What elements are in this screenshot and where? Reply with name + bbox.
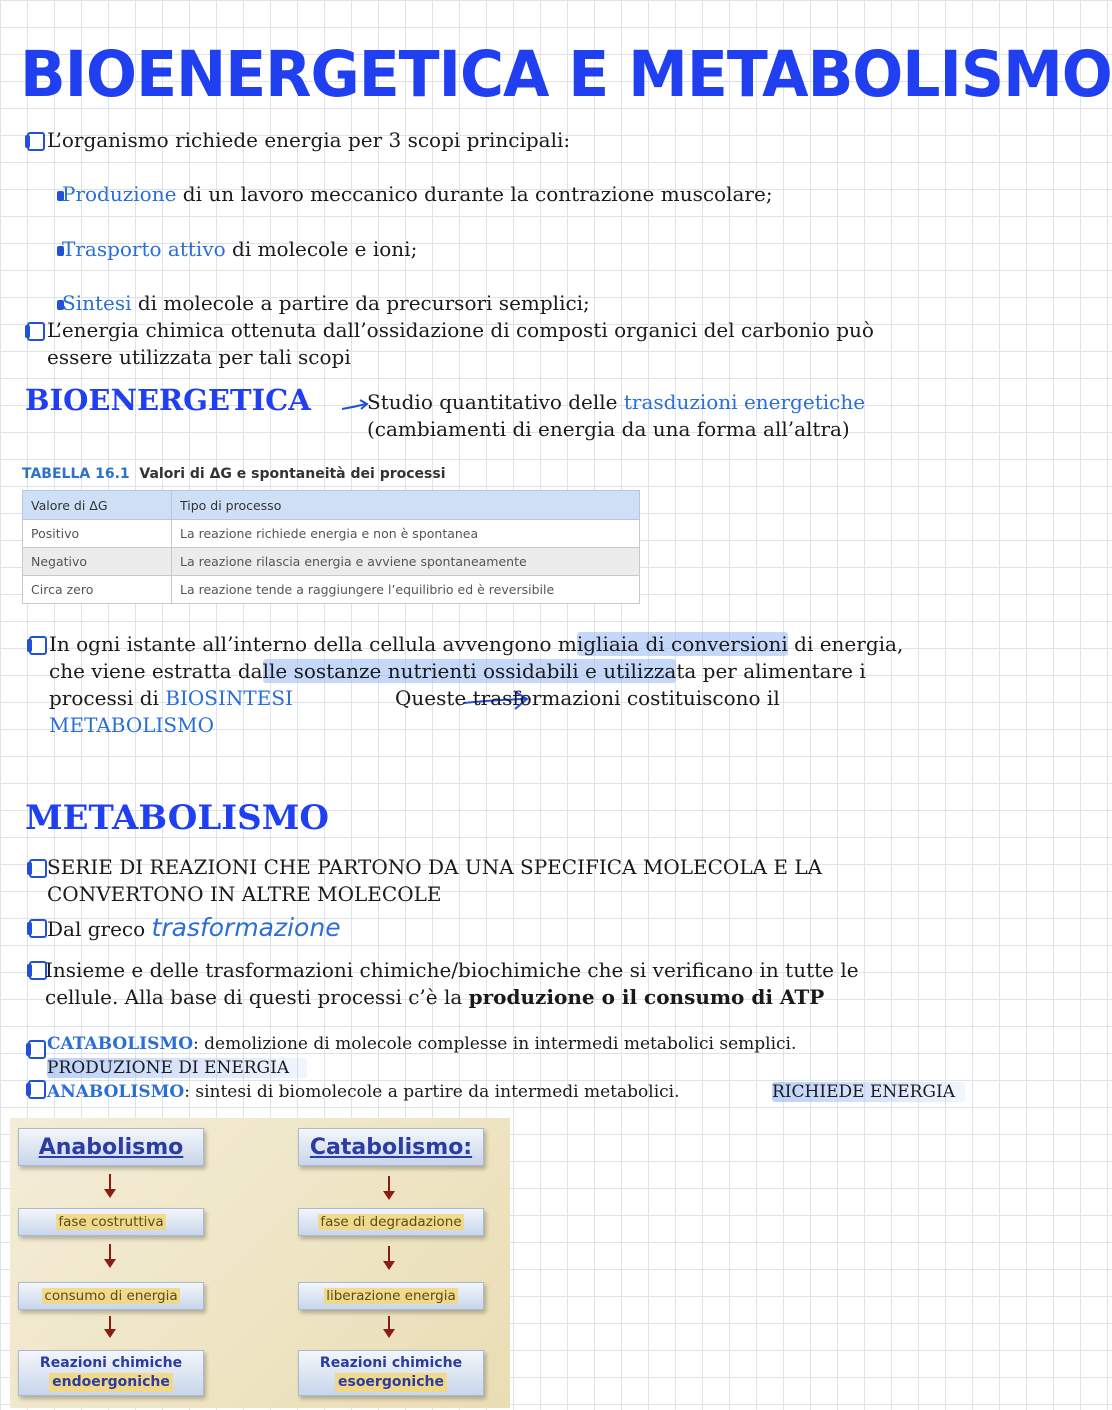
table-row [23, 520, 640, 548]
table-caption [22, 466, 640, 482]
text-span: processi di [49, 686, 166, 710]
table-header-row [23, 491, 640, 520]
table-header-cell: Tipo di processo [172, 491, 640, 520]
purpose-item-synthesis [62, 290, 590, 317]
text-span: che viene estratta da [49, 659, 263, 683]
diagram-box [298, 1208, 484, 1236]
table-cell: La reazione tende a raggiungere l’equilibrio ed è reversibile [172, 576, 640, 604]
diagram-box-anabolismo: Anabolismo [18, 1128, 204, 1166]
text-span: : demolizione di molecole complesse in intermedi metabolici semplici. [193, 1034, 797, 1054]
definition-text: Studio quantitativo delle [367, 390, 624, 414]
cell-line-1 [49, 631, 903, 658]
bioenergetica-heading: BIOENERGETICA [25, 383, 311, 417]
diagram-box [298, 1282, 484, 1310]
metabolismo-term: METABOLISMO [49, 713, 214, 737]
down-arrow-icon [109, 1174, 111, 1196]
cell-line-3 [49, 685, 293, 712]
catabolismo-term: CATABOLISMO [47, 1034, 194, 1054]
energy-line: L’energia chimica ottenuta dall’ossidazione di composti organici del carbonio può [47, 318, 874, 342]
insieme-line-1: Insieme e delle trasformazioni chimiche/biochimiche che si verificano in tutte le [45, 958, 859, 982]
highlight-span: PRODUZIONE DI ENERGIA [47, 1058, 307, 1078]
purpose-item-production [62, 181, 773, 208]
diagram-label: Reazioni chimiche [39, 1355, 183, 1371]
text-span: cellule. Alla base di questi processi c’è la [45, 985, 469, 1009]
biosintesi-term: BIOSINTESI [165, 686, 293, 710]
diagram-box-catabolismo: Catabolismo: [298, 1128, 484, 1166]
diagram-box [18, 1350, 204, 1396]
catabolismo-note [47, 1057, 307, 1079]
anabolismo-note [772, 1081, 965, 1103]
bioenergetica-definition-note: (cambiamenti di energia da una forma all’altra) [367, 417, 850, 441]
diagram-label: endoergoniche [49, 1373, 173, 1392]
table-cell: La reazione richiede energia e non è spontanea [172, 520, 640, 548]
checkbox-bullet-icon [28, 1080, 46, 1099]
table-header-cell: Valore di ΔG [23, 491, 172, 520]
cell-line-3-right: Queste trasformazioni costituiscono il [395, 686, 780, 710]
highlight-span: igliaia di conversioni [576, 632, 788, 656]
anabolismo-line [47, 1081, 680, 1103]
diagram-box [18, 1208, 204, 1236]
purpose-item-transport [62, 236, 417, 263]
definition-term: trasduzioni energetiche [623, 390, 866, 414]
text-span: : sintesi di biomolecole a partire da intermedi metabolici. [184, 1082, 680, 1102]
diagram-label: Reazioni chimiche [319, 1355, 463, 1371]
bold-span: produzione o il consumo di ATP [468, 985, 825, 1009]
table-cell: Positivo [23, 520, 172, 548]
highlight-span: RICHIEDE ENERGIA [772, 1082, 965, 1102]
energy-line-cont: essere utilizzata per tali scopi [47, 345, 351, 369]
highlight-span: lle sostanze nutrienti ossidabili e utilizza [262, 659, 677, 683]
purpose-term: Produzione [62, 182, 177, 206]
text-span: In ogni istante all’interno della cellula avvengono m [49, 632, 577, 656]
down-arrow-icon [388, 1316, 390, 1336]
anabolismo-term: ANABOLISMO [47, 1082, 185, 1102]
text-span: ta per alimentare i [676, 659, 866, 683]
purpose-text: di molecole e ioni; [225, 237, 418, 261]
checkbox-bullet-icon [27, 132, 45, 151]
text-span: Dal greco [47, 917, 152, 941]
purpose-text: di un lavoro meccanico durante la contrazione muscolare; [176, 182, 773, 206]
table-cell: Circa zero [23, 576, 172, 604]
table-caption-text: Valori di ΔG e spontaneità dei processi [139, 466, 446, 482]
purpose-term: Sintesi [62, 291, 132, 315]
diagram-label: fase costruttiva [58, 1214, 164, 1230]
table-cell: La reazione rilascia energia e avviene spontaneamente [172, 548, 640, 576]
page-title: BIOENERGETICA E METABOLISMO [20, 38, 1112, 112]
intro-line: L’organismo richiede energia per 3 scopi principali: [47, 128, 571, 152]
insieme-line-2 [45, 984, 824, 1011]
catabolismo-line [47, 1033, 796, 1055]
greek-term: trasformazione [151, 913, 341, 942]
table-cell: Negativo [23, 548, 172, 576]
checkbox-bullet-icon [29, 636, 47, 655]
down-arrow-icon [388, 1246, 390, 1268]
anabolism-catabolism-diagram [10, 1118, 510, 1408]
table-row [23, 548, 640, 576]
checkbox-bullet-icon [29, 919, 47, 938]
purpose-term: Trasporto attivo [62, 237, 226, 261]
cell-line-2 [49, 658, 866, 685]
down-arrow-icon [388, 1176, 390, 1198]
bioenergetica-definition [367, 389, 865, 416]
diagram-label: fase di degradazione [320, 1214, 462, 1230]
diagram-label: consumo di energia [44, 1288, 178, 1304]
diagram-label: liberazione energia [326, 1288, 456, 1304]
delta-g-table [22, 466, 640, 604]
arrow-right-icon [340, 398, 370, 414]
diagram-box [298, 1350, 484, 1396]
table-row [23, 576, 640, 604]
diagram-label: esoergoniche [335, 1373, 447, 1392]
checkbox-bullet-icon [27, 322, 45, 341]
checkbox-bullet-icon [29, 859, 47, 878]
metabolismo-def-line-1: SERIE DI REAZIONI CHE PARTONO DA UNA SPECIFICA MOLECOLA E LA [47, 855, 823, 879]
checkbox-bullet-icon [28, 1040, 46, 1059]
purpose-text: di molecole a partire da precursori semplici; [131, 291, 590, 315]
diagram-box [18, 1282, 204, 1310]
down-arrow-icon [109, 1244, 111, 1266]
metabolismo-def-line-2: CONVERTONO IN ALTRE MOLECOLE [47, 882, 442, 906]
text-span: di energia, [787, 632, 904, 656]
down-arrow-icon [109, 1316, 111, 1336]
metabolismo-heading: METABOLISMO [25, 798, 329, 838]
table-number: TABELLA 16.1 [22, 466, 130, 482]
greek-origin-line [47, 914, 341, 943]
